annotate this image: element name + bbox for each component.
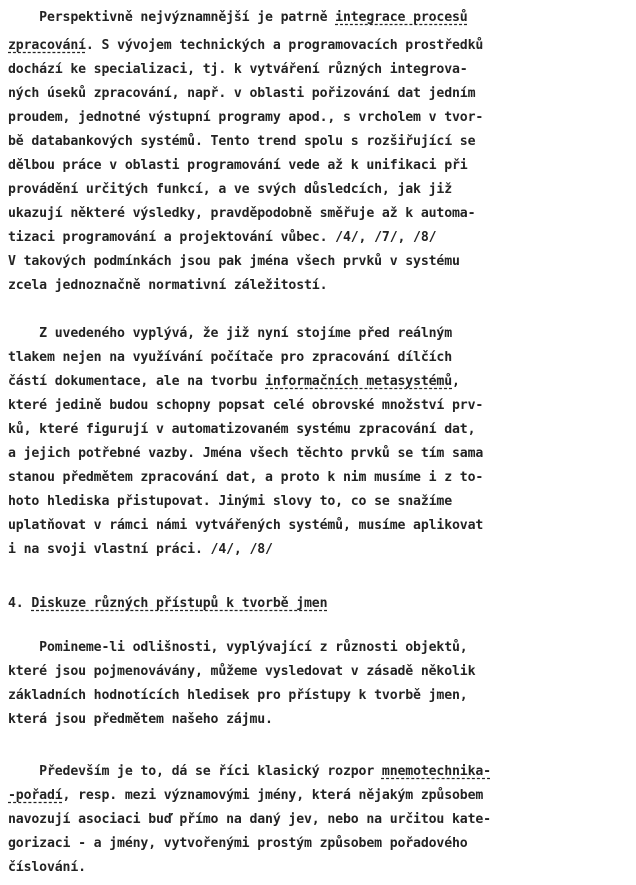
p4-line-1-text: Především je to, dá se říci klasický rozpor [8, 764, 382, 779]
p2-line-3-text: částí dokumentace, ale na tvorbu [8, 374, 266, 389]
p1-line-1 [8, 6, 468, 30]
underlined-term-integrace: integrace procesů [335, 10, 468, 25]
p2-line-1: Z uvedeného vyplývá, že již nyní stojíme před reálným [8, 326, 453, 341]
p2-line-5: ků, které figurují v automatizovaném systému zpracování dat, [8, 422, 476, 437]
p2-line-9: uplatňovat v rámci námi vytvářených systémů, musíme aplikovat [8, 518, 484, 533]
p2-line-3 [8, 370, 460, 394]
p2-line-10: i na svoji vlastní práci. /4/, /8/ [8, 542, 273, 557]
p1-line-4: ných úseků zpracování, např. v oblasti pořizování dat jedním [8, 86, 476, 101]
underlined-term-mnemotechnika: mnemotechnika- [381, 764, 491, 779]
p1-line-11: V takových podmínkách jsou pak jména všech prvků v systému [8, 254, 460, 269]
p1-line-3: dochází ke specializaci, tj. k vytváření různých integrova- [8, 62, 468, 77]
p1-line-10: tizaci programování a projektování vůbec. /4/, /7/, /8/ [8, 230, 437, 245]
section-heading [8, 592, 327, 616]
p2-line-8: hoto hlediska přistupovat. Jinými slovy to, co se snažíme [8, 494, 453, 509]
p1-line-2-text: . S vývojem technických a programovacích prostředků [85, 38, 484, 53]
p1-line-5: proudem, jednotné výstupní programy apod., s vrcholem v tvor- [8, 110, 484, 125]
p1-line-2 [8, 34, 483, 58]
p1-line-12: zcela jednoznačně normativní záležitostí. [8, 278, 328, 293]
p3-line-3: základních hodnotících hledisek pro přístupy k tvorbě jmen, [8, 688, 468, 703]
p3-line-2: které jsou pojmenovávány, můžeme vysledovat v zásadě několik [8, 664, 476, 679]
underlined-term-metasystemy: informačních metasystémů [265, 374, 453, 389]
p2-line-2: tlakem nejen na využívání počítače pro zpracování dílčích [8, 350, 453, 365]
p1-line-9: ukazují některé výsledky, pravděpodobně směřuje až k automa- [8, 206, 476, 221]
p4-line-2 [8, 784, 483, 808]
section-title: Diskuze různých přístupů k tvorbě jmen [31, 596, 328, 611]
p2-line-6: a jejich potřebné vazby. Jména všech těchto prvků se tím sama [8, 446, 484, 461]
underlined-term-zpracovani: zpracování [8, 38, 86, 53]
p1-line-6: bě databankových systémů. Tento trend spolu s rozšiřující se [8, 134, 476, 149]
p2-line-7: stanou předmětem zpracování dat, a proto k nim musíme i z to- [8, 470, 484, 485]
p2-line-4: které jedině budou schopny popsat celé obrovské množství prv- [8, 398, 484, 413]
p4-line-5: číslování. [8, 860, 86, 875]
p4-line-3: navozují asociaci buď přímo na daný jev, nebo na určitou kate- [8, 812, 491, 827]
p1-line-1-text: Perspektivně nejvýznamnější je patrně [8, 10, 336, 25]
p3-line-1: Pomineme-li odlišnosti, vyplývající z různosti objektů, [8, 640, 468, 655]
underlined-term-poradi: -pořadí [8, 788, 63, 803]
p4-line-4: gorizaci - a jmény, vytvořenými prostým způsobem pořadového [8, 836, 468, 851]
p1-line-8: provádění určitých funkcí, a ve svých důsledcích, jak již [8, 182, 453, 197]
p1-line-7: dělbou práce v oblasti programování vede až k unifikaci při [8, 158, 468, 173]
p4-line-2-text: , resp. mezi významovými jmény, která nějakým způsobem [62, 788, 484, 803]
p3-line-4: která jsou předmětem našeho zájmu. [8, 712, 273, 727]
section-number: 4. [8, 596, 32, 611]
p4-line-1 [8, 760, 491, 784]
p2-line-3-comma: , [452, 374, 460, 389]
